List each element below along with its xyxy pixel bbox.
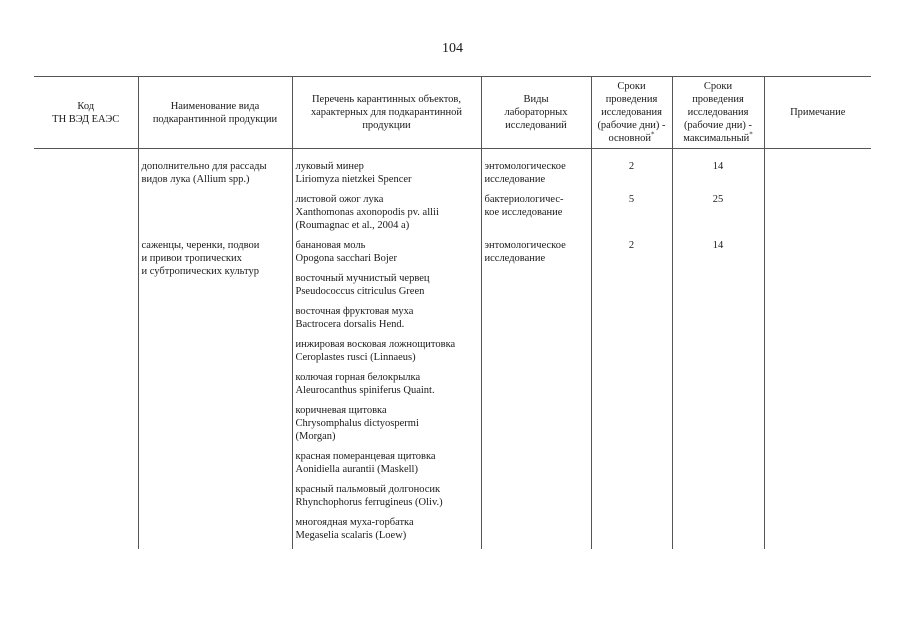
cell-note (764, 160, 871, 239)
object-latin-name: Rhynchophorus ferrugineus (Oliv.) (295, 497, 443, 508)
object-latin-name: Bactrocera dorsalis Hend. (295, 319, 405, 330)
product-block (142, 239, 289, 278)
object-latin-name: Pseudococcus citriculus Green (295, 286, 425, 297)
term-max-value: 25 (712, 194, 724, 205)
spacer-row (34, 149, 871, 161)
object-common-name: банановая моль (295, 240, 366, 251)
table-header-row (34, 77, 871, 149)
object-latin-name: Aonidiella aurantii (Maskell) (295, 464, 418, 475)
object-entry (296, 338, 478, 364)
object-latin-name: Aleurocanthus spiniferus Quaint. (295, 385, 435, 396)
object-entry (296, 483, 478, 509)
object-latin-name: Opogona sacchari Bojer (295, 253, 397, 264)
study-line: исследование (484, 253, 546, 264)
header-term-max-line: Сроки (703, 81, 733, 92)
term-max-value: 14 (712, 161, 724, 172)
quarantine-table (34, 76, 871, 549)
header-studies-line: исследований (505, 120, 567, 131)
header-term-basic-last-text: основной (608, 133, 651, 144)
cell-studies (481, 239, 591, 549)
object-entry (296, 404, 478, 443)
object-latin-name: Megaselia scalaris (Loew) (295, 530, 407, 541)
cell-product (138, 239, 292, 549)
header-term-basic-line: Сроки (617, 81, 646, 92)
header-term-basic-line: (рабочие дни) - (597, 120, 666, 131)
object-latin-name: Ceroplastes rusci (Linnaeus) (295, 352, 416, 363)
object-common-name: восточный мучнистый червец (295, 273, 430, 284)
study-line: энтомологическое (484, 240, 566, 251)
header-term-max-last (676, 132, 761, 145)
footnote-mark: * (651, 130, 655, 139)
header-objects-line: Перечень карантинных объектов, (311, 94, 462, 105)
object-common-name: инжировая восковая ложнощитовка (295, 339, 456, 350)
term-max-value: 14 (712, 240, 724, 251)
header-studies-line: лабораторных (504, 107, 568, 118)
object-entry (296, 371, 478, 397)
study-entry (485, 239, 588, 265)
product-line: видов лука (Allium spp.) (141, 174, 250, 185)
term-basic-value: 2 (628, 240, 635, 251)
study-line: исследование (484, 174, 546, 185)
table-row (34, 160, 871, 239)
term-basic-value: 2 (628, 161, 635, 172)
object-entry (296, 193, 478, 232)
object-latin-name: Xanthomonas axonopodis pv. allii (295, 207, 439, 218)
object-entry (296, 305, 478, 331)
cell-term-max (672, 160, 764, 239)
object-common-name: красная померанцевая щитовка (295, 451, 436, 462)
header-objects-line: характерных для подкарантинной (310, 107, 463, 118)
object-latin-name: Liriomyza nietzkei Spencer (295, 174, 412, 185)
header-term-basic (591, 77, 672, 149)
object-common-name: многоядная муха-горбатка (295, 517, 414, 528)
header-product-line: Наименование вида (170, 100, 260, 112)
table-row (34, 239, 871, 549)
study-entry (485, 160, 588, 186)
object-author: (Roumagnac et al., 2004 a) (295, 220, 410, 231)
product-line: дополнительно для рассады (141, 161, 267, 172)
header-term-max (672, 77, 764, 149)
header-product-line: подкарантинной продукции (152, 113, 278, 125)
cell-term-basic (591, 160, 672, 239)
study-line: энтомологическое (484, 161, 566, 172)
cell-studies (481, 160, 591, 239)
object-author: (Morgan) (295, 431, 336, 442)
study-entry (485, 193, 588, 219)
cell-term-max (672, 239, 764, 549)
header-code-line: ТН ВЭД ЕАЭС (52, 113, 120, 125)
object-entry (296, 160, 478, 186)
header-term-basic-line: исследования (601, 107, 662, 118)
header-term-basic-last (595, 132, 669, 145)
study-line: бактериологичес- (484, 194, 564, 205)
header-code (34, 77, 138, 149)
object-latin-name: Chrysomphalus dictyospermi (295, 418, 419, 429)
object-common-name: колючая горная белокрылка (295, 372, 421, 383)
object-entry (296, 450, 478, 476)
header-product (138, 77, 292, 149)
header-note-line: Примечание (790, 107, 846, 118)
cell-code (34, 239, 138, 549)
object-common-name: луковый минер (295, 161, 364, 172)
header-code-line: Код (77, 100, 95, 112)
header-term-basic-line: проведения (605, 94, 658, 105)
header-note (764, 77, 871, 149)
header-term-max-line: (рабочие дни) - (683, 120, 753, 131)
cell-objects (292, 239, 481, 549)
header-studies (481, 77, 591, 149)
object-common-name: коричневая щитовка (295, 405, 387, 416)
object-common-name: листовой ожог лука (295, 194, 384, 205)
object-entry (296, 516, 478, 542)
product-block (142, 160, 289, 186)
header-objects-line: продукции (362, 120, 411, 131)
header-term-max-line: исследования (687, 107, 749, 118)
term-basic-value: 5 (628, 194, 635, 205)
page-number: 104 (442, 41, 463, 56)
cell-note (764, 239, 871, 549)
product-line: и привои тропических (141, 253, 242, 264)
cell-objects (292, 160, 481, 239)
cell-product (138, 160, 292, 239)
header-term-max-line: проведения (692, 94, 744, 105)
header-studies-line: Виды (523, 94, 549, 105)
object-entry (296, 272, 478, 298)
header-objects (292, 77, 481, 149)
product-line: и субтропических культур (141, 266, 259, 277)
object-common-name: восточная фруктовая муха (295, 306, 414, 317)
header-term-max-last-text: максимальный (683, 133, 750, 144)
study-line: кое исследование (484, 207, 563, 218)
cell-term-basic (591, 239, 672, 549)
product-line: саженцы, черенки, подвои (141, 240, 260, 251)
footnote-mark: * (749, 130, 753, 139)
object-common-name: красный пальмовый долгоносик (295, 484, 441, 495)
cell-code (34, 160, 138, 239)
object-entry (296, 239, 478, 265)
